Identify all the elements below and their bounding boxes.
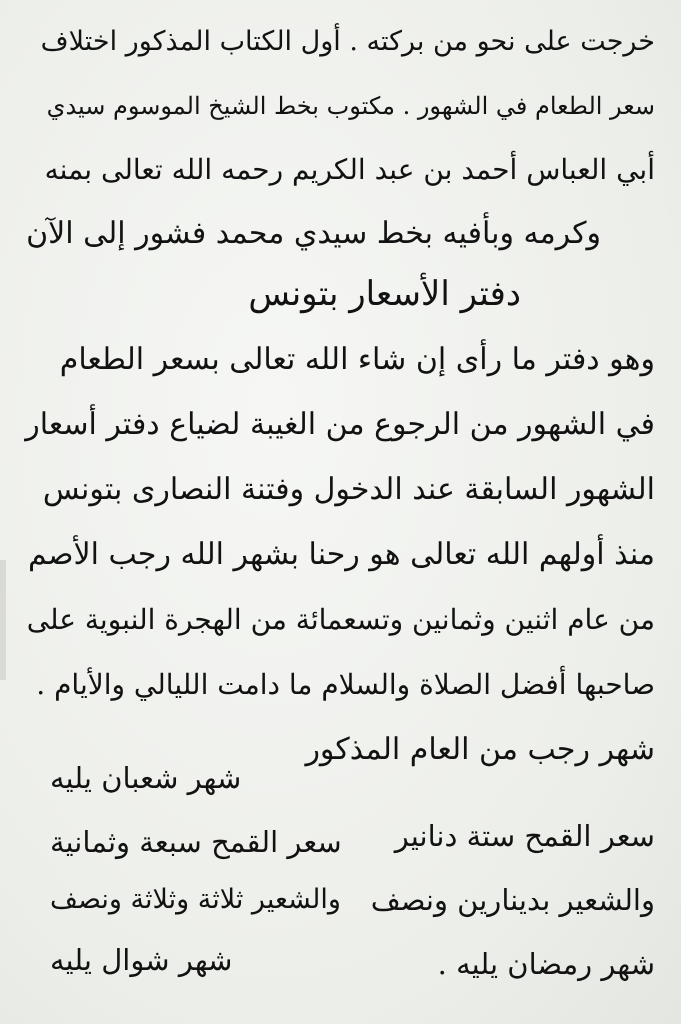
left-column-line: سعر القمح سبعة وثمانية xyxy=(50,825,342,859)
manuscript-line: صاحبها أفضل الصلاة والسلام ما دامت الليالي والأيام . xyxy=(36,668,655,701)
right-column-line: شهر رمضان يليه . xyxy=(437,947,655,981)
manuscript-line: الشهور السابقة عند الدخول وفتنة النصارى بتونس xyxy=(42,472,655,507)
manuscript-line: أبي العباس أحمد بن عبد الكريم رحمه الله تعالى بمنه xyxy=(44,153,655,186)
left-column-line: شهر شوال يليه xyxy=(50,943,233,977)
page-edge-shadow xyxy=(0,560,6,680)
left-column-line: شهر شعبان يليه xyxy=(50,761,242,795)
month-heading: شهر رجب من العام المذكور xyxy=(305,732,655,767)
manuscript-line: سعر الطعام في الشهور . مكتوب بخط الشيخ الموسوم سيدي xyxy=(46,92,655,120)
manuscript-line: من عام اثنين وثمانين وتسعمائة من الهجرة النبوية على xyxy=(26,603,655,636)
section-heading: دفتر الأسعار بتونس xyxy=(248,274,521,314)
right-column-line: سعر القمح ستة دنانير xyxy=(394,819,655,853)
manuscript-line: في الشهور من الرجوع من الغيبة لضياع دفتر أسعار xyxy=(25,407,655,442)
right-column-line: والشعير بدينارين ونصف xyxy=(370,883,655,917)
left-column-line: والشعير ثلاثة وثلاثة ونصف xyxy=(50,884,341,915)
manuscript-line: وهو دفتر ما رأى إن شاء الله تعالى بسعر الطعام xyxy=(59,342,655,377)
manuscript-line: خرجت على نحو من بركته . أول الكتاب المذكور اختلاف xyxy=(40,26,655,57)
manuscript-line: وكرمه وبأفيه بخط سيدي محمد فشور إلى الآن xyxy=(26,216,601,251)
manuscript-line: منذ أولهم الله تعالى هو رحنا بشهر الله رجب الأصم xyxy=(28,537,655,572)
